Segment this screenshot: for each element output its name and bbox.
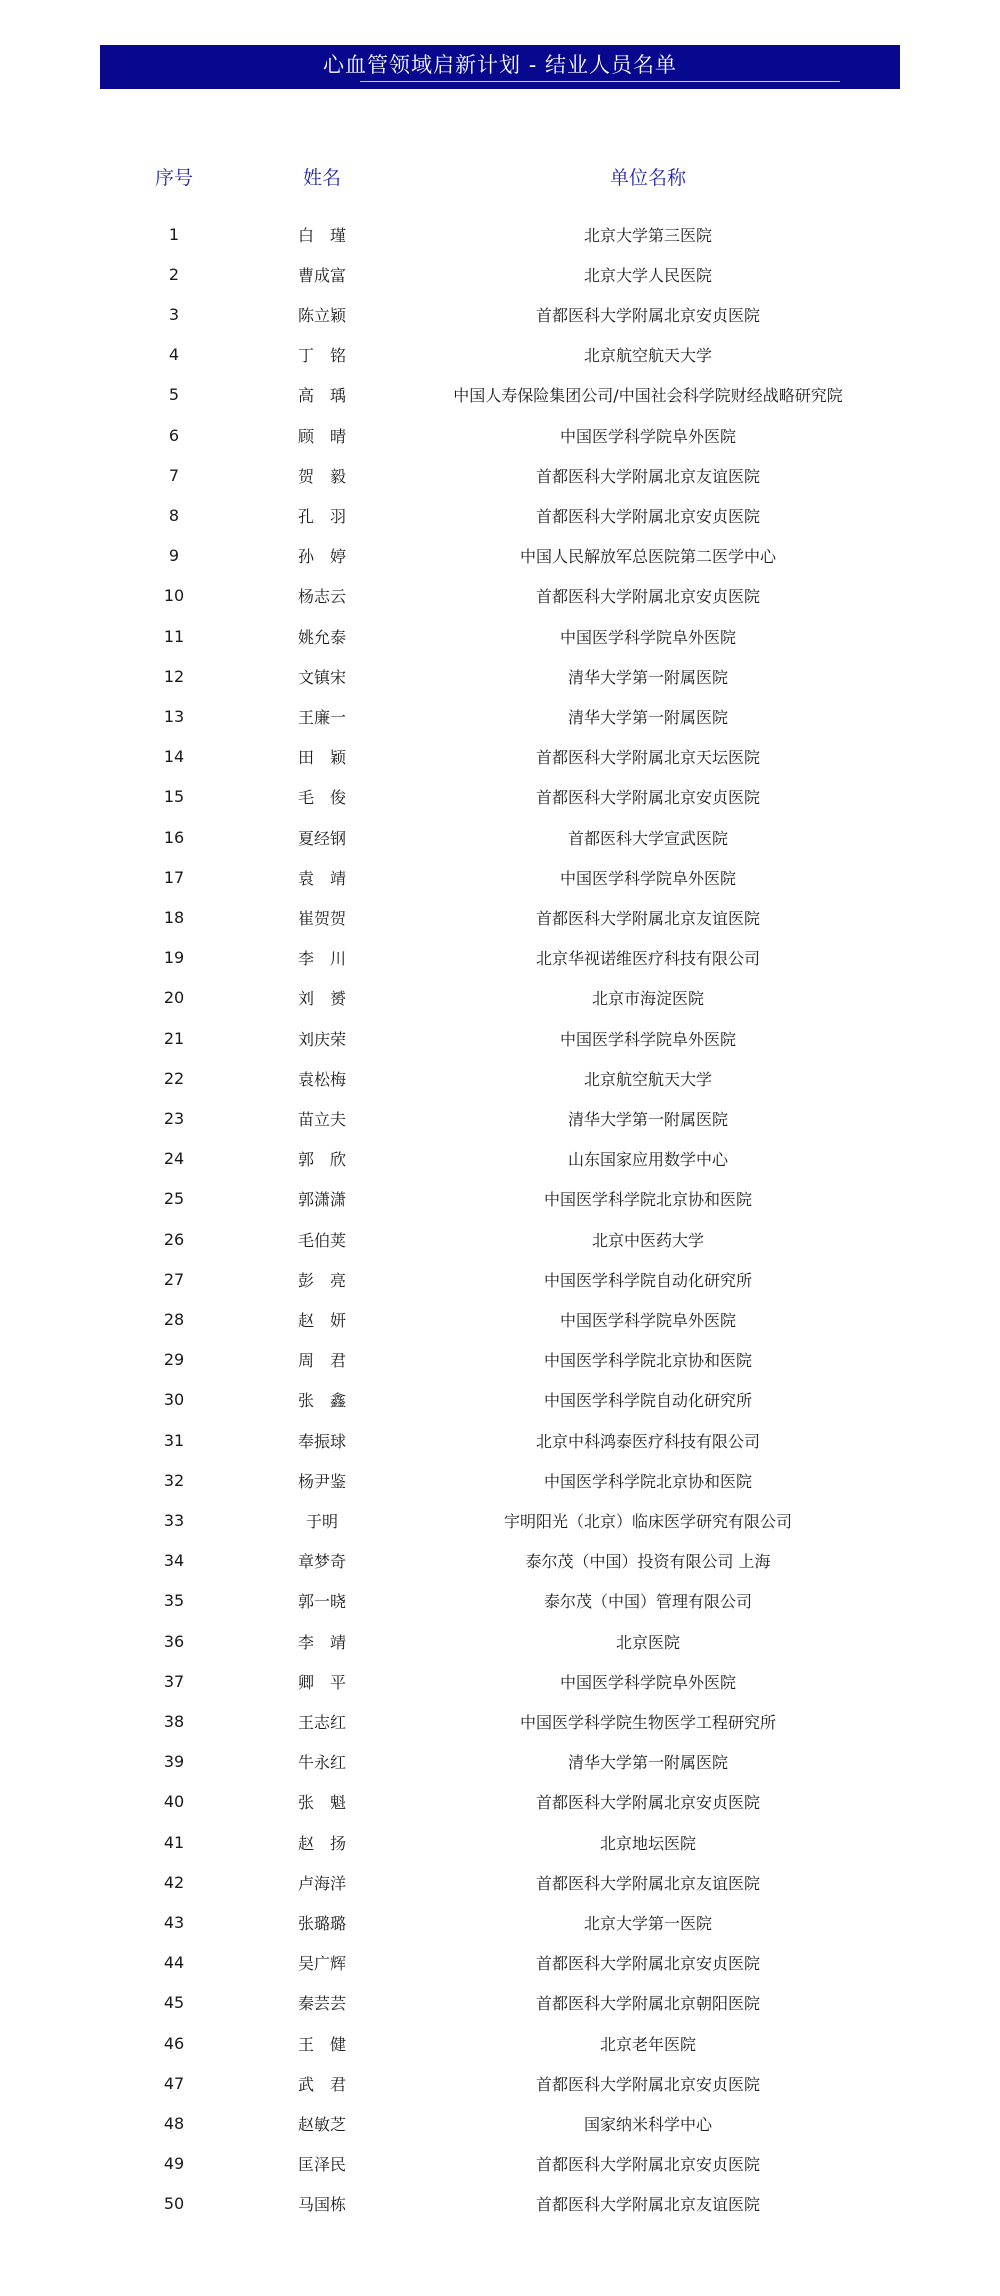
row-name: 高 瑀 bbox=[297, 386, 346, 406]
row-name: 刘庆荣 bbox=[297, 1029, 346, 1049]
row-unit: 中国人寿保险集团公司/中国社会科学院财经战略研究院 bbox=[453, 386, 843, 406]
row-number: 13 bbox=[163, 706, 185, 726]
table-row bbox=[100, 1219, 900, 1259]
row-number: 29 bbox=[163, 1350, 185, 1370]
row-name: 杨志云 bbox=[297, 587, 346, 607]
row-unit: 北京中医药大学 bbox=[591, 1230, 704, 1250]
row-number: 9 bbox=[168, 546, 180, 566]
table-row bbox=[100, 1782, 900, 1822]
table-row bbox=[100, 1380, 900, 1420]
table-row bbox=[100, 254, 900, 294]
row-name: 王志红 bbox=[297, 1712, 346, 1732]
row-unit: 中国医学科学院阜外医院 bbox=[559, 1672, 736, 1692]
row-name: 于明 bbox=[305, 1511, 338, 1531]
row-number: 34 bbox=[163, 1551, 185, 1571]
table-row bbox=[100, 1299, 900, 1339]
table-row bbox=[100, 897, 900, 937]
row-unit: 首都医科大学附属北京友谊医院 bbox=[535, 1873, 760, 1893]
table-row bbox=[100, 1742, 900, 1782]
row-number: 2 bbox=[168, 264, 180, 284]
row-name: 袁松梅 bbox=[297, 1069, 346, 1089]
row-number: 1 bbox=[168, 224, 180, 244]
row-unit: 北京市海淀医院 bbox=[591, 989, 704, 1009]
row-name: 郭潇潇 bbox=[297, 1190, 346, 1210]
table-row bbox=[100, 214, 900, 254]
row-number: 25 bbox=[163, 1189, 185, 1209]
row-unit: 中国医学科学院阜外医院 bbox=[559, 627, 736, 647]
row-number: 45 bbox=[163, 1993, 185, 2013]
table-header bbox=[100, 160, 900, 192]
row-name: 卿 平 bbox=[297, 1672, 346, 1692]
row-unit: 中国医学科学院生物医学工程研究所 bbox=[519, 1712, 776, 1732]
row-unit: 北京大学人民医院 bbox=[583, 265, 712, 285]
table-row bbox=[100, 938, 900, 978]
row-number: 8 bbox=[168, 505, 180, 525]
row-number: 24 bbox=[163, 1149, 185, 1169]
table-row bbox=[100, 1541, 900, 1581]
row-unit: 中国人民解放军总医院第二医学中心 bbox=[519, 547, 776, 567]
row-number: 26 bbox=[163, 1229, 185, 1249]
table-row bbox=[100, 1098, 900, 1138]
row-name: 田 颖 bbox=[297, 748, 346, 768]
row-unit: 宇明阳光（北京）临床医学研究有限公司 bbox=[503, 1511, 792, 1531]
row-unit: 首都医科大学附属北京安贞医院 bbox=[535, 1954, 760, 1974]
row-name: 郭一晓 bbox=[297, 1592, 346, 1612]
row-number: 16 bbox=[163, 827, 185, 847]
row-name: 李 川 bbox=[297, 949, 346, 969]
row-number: 5 bbox=[168, 385, 180, 405]
table-row bbox=[100, 777, 900, 817]
row-unit: 清华大学第一附属医院 bbox=[567, 1753, 728, 1773]
row-number: 30 bbox=[163, 1390, 185, 1410]
row-name: 丁 铭 bbox=[297, 346, 346, 366]
row-number: 37 bbox=[163, 1671, 185, 1691]
row-number: 33 bbox=[163, 1510, 185, 1530]
row-name: 白 瑾 bbox=[297, 225, 346, 245]
table-row bbox=[100, 737, 900, 777]
row-number: 23 bbox=[163, 1108, 185, 1128]
row-number: 19 bbox=[163, 948, 185, 968]
row-name: 孙 婷 bbox=[297, 547, 346, 567]
row-unit: 北京地坛医院 bbox=[599, 1833, 696, 1853]
row-number: 21 bbox=[163, 1028, 185, 1048]
table-row bbox=[100, 1621, 900, 1661]
table-row bbox=[100, 2023, 900, 2063]
column-header-number: 序号 bbox=[154, 166, 193, 189]
row-unit: 首都医科大学附属北京安贞医院 bbox=[535, 788, 760, 808]
row-unit: 首都医科大学附属北京安贞医院 bbox=[535, 305, 760, 325]
row-unit: 北京航空航天大学 bbox=[583, 346, 712, 366]
row-name: 贺 毅 bbox=[297, 466, 346, 486]
title-banner bbox=[100, 45, 900, 89]
row-unit: 泰尔茂（中国）管理有限公司 bbox=[543, 1592, 752, 1612]
table-row bbox=[100, 1661, 900, 1701]
table-row bbox=[100, 1420, 900, 1460]
row-number: 12 bbox=[163, 666, 185, 686]
row-name: 周 君 bbox=[297, 1351, 346, 1371]
row-unit: 中国医学科学院自动化研究所 bbox=[543, 1270, 752, 1290]
row-unit: 首都医科大学附属北京安贞医院 bbox=[535, 506, 760, 526]
row-name: 王 健 bbox=[297, 2034, 346, 2054]
row-name: 文镇宋 bbox=[297, 667, 346, 687]
row-number: 20 bbox=[163, 988, 185, 1008]
row-unit: 中国医学科学院北京协和医院 bbox=[543, 1190, 752, 1210]
row-number: 14 bbox=[163, 747, 185, 767]
row-unit: 中国医学科学院北京协和医院 bbox=[543, 1351, 752, 1371]
row-number: 4 bbox=[168, 345, 180, 365]
row-number: 50 bbox=[163, 2194, 185, 2214]
row-number: 7 bbox=[168, 465, 180, 485]
row-unit: 首都医科大学宣武医院 bbox=[567, 828, 728, 848]
row-unit: 清华大学第一附属医院 bbox=[567, 667, 728, 687]
row-unit: 北京老年医院 bbox=[599, 2034, 696, 2054]
row-unit: 首都医科大学附属北京安贞医院 bbox=[535, 1793, 760, 1813]
row-name: 孔 羽 bbox=[297, 506, 346, 526]
row-number: 48 bbox=[163, 2113, 185, 2133]
row-number: 27 bbox=[163, 1269, 185, 1289]
table-row bbox=[100, 495, 900, 535]
row-number: 28 bbox=[163, 1309, 185, 1329]
row-number: 31 bbox=[163, 1430, 185, 1450]
row-name: 陈立颖 bbox=[297, 305, 346, 325]
row-unit: 中国医学科学院阜外医院 bbox=[559, 868, 736, 888]
row-name: 张 魁 bbox=[297, 1793, 346, 1813]
row-name: 赵敏芝 bbox=[297, 2114, 346, 2134]
row-number: 41 bbox=[163, 1832, 185, 1852]
table-row bbox=[100, 576, 900, 616]
row-name: 李 靖 bbox=[297, 1632, 346, 1652]
row-unit: 首都医科大学附属北京友谊医院 bbox=[535, 908, 760, 928]
row-name: 赵 妍 bbox=[297, 1310, 346, 1330]
row-number: 32 bbox=[163, 1470, 185, 1490]
row-name: 王廉一 bbox=[297, 707, 346, 727]
table-row bbox=[100, 1018, 900, 1058]
row-name: 毛伯荚 bbox=[297, 1230, 346, 1250]
row-unit: 中国医学科学院自动化研究所 bbox=[543, 1391, 752, 1411]
table-row bbox=[100, 1822, 900, 1862]
column-header-name: 姓名 bbox=[302, 166, 341, 189]
row-number: 18 bbox=[163, 907, 185, 927]
table-row bbox=[100, 1179, 900, 1219]
row-number: 40 bbox=[163, 1792, 185, 1812]
table-row bbox=[100, 656, 900, 696]
table-row bbox=[100, 1943, 900, 1983]
table-row bbox=[100, 294, 900, 334]
row-name: 牛永红 bbox=[297, 1753, 346, 1773]
row-unit: 北京华视诺维医疗科技有限公司 bbox=[535, 949, 760, 969]
row-unit: 首都医科大学附属北京朝阳医院 bbox=[535, 1994, 760, 2014]
row-unit: 国家纳米科学中心 bbox=[583, 2114, 712, 2134]
row-unit: 中国医学科学院阜外医院 bbox=[559, 1029, 736, 1049]
row-number: 17 bbox=[163, 867, 185, 887]
row-unit: 首都医科大学附属北京友谊医院 bbox=[535, 2195, 760, 2215]
row-name: 杨尹鉴 bbox=[297, 1471, 346, 1491]
table-row bbox=[100, 1701, 900, 1741]
row-name: 章梦奇 bbox=[297, 1552, 346, 1572]
row-name: 武 君 bbox=[297, 2074, 346, 2094]
table-row bbox=[100, 857, 900, 897]
row-unit: 北京中科鸿泰医疗科技有限公司 bbox=[535, 1431, 760, 1451]
row-name: 匡泽民 bbox=[297, 2155, 346, 2175]
row-number: 10 bbox=[163, 586, 185, 606]
table-row bbox=[100, 1340, 900, 1380]
table-row bbox=[100, 1500, 900, 1540]
row-name: 吴广辉 bbox=[297, 1954, 346, 1974]
row-unit: 北京大学第一医院 bbox=[583, 1913, 712, 1933]
table-row bbox=[100, 1139, 900, 1179]
row-number: 35 bbox=[163, 1591, 185, 1611]
row-name: 秦芸芸 bbox=[297, 1994, 346, 2014]
row-number: 36 bbox=[163, 1631, 185, 1651]
row-unit: 清华大学第一附属医院 bbox=[567, 707, 728, 727]
row-name: 毛 俊 bbox=[297, 788, 346, 808]
row-unit: 北京医院 bbox=[615, 1632, 680, 1652]
row-unit: 首都医科大学附属北京安贞医院 bbox=[535, 2074, 760, 2094]
table-row bbox=[100, 978, 900, 1018]
title-underline bbox=[360, 81, 840, 82]
row-number: 38 bbox=[163, 1711, 185, 1731]
table-row bbox=[100, 1581, 900, 1621]
row-unit: 中国医学科学院阜外医院 bbox=[559, 1310, 736, 1330]
table-row bbox=[100, 1983, 900, 2023]
row-name: 袁 靖 bbox=[297, 868, 346, 888]
table-row bbox=[100, 817, 900, 857]
row-number: 47 bbox=[163, 2073, 185, 2093]
table-row bbox=[100, 1058, 900, 1098]
table-row bbox=[100, 335, 900, 375]
table-row bbox=[100, 536, 900, 576]
table-row bbox=[100, 455, 900, 495]
row-unit: 首都医科大学附属北京天坛医院 bbox=[535, 748, 760, 768]
row-unit: 泰尔茂（中国）投资有限公司 上海 bbox=[525, 1552, 771, 1572]
row-unit: 首都医科大学附属北京安贞医院 bbox=[535, 587, 760, 607]
table-row bbox=[100, 1862, 900, 1902]
row-name: 彭 亮 bbox=[297, 1270, 346, 1290]
table-row bbox=[100, 616, 900, 656]
table-row bbox=[100, 2063, 900, 2103]
row-name: 苗立夫 bbox=[297, 1109, 346, 1129]
row-name: 奉振球 bbox=[297, 1431, 346, 1451]
page-title: 心血管领域启新计划 - 结业人员名单 bbox=[323, 53, 677, 77]
row-name: 夏经钢 bbox=[297, 828, 346, 848]
row-number: 11 bbox=[163, 626, 185, 646]
table-row bbox=[100, 1259, 900, 1299]
row-number: 44 bbox=[163, 1953, 185, 1973]
table-row bbox=[100, 1902, 900, 1942]
row-name: 姚允泰 bbox=[297, 627, 346, 647]
row-number: 46 bbox=[163, 2033, 185, 2053]
row-name: 刘 赟 bbox=[297, 989, 346, 1009]
row-name: 卢海洋 bbox=[297, 1873, 346, 1893]
row-number: 49 bbox=[163, 2154, 185, 2174]
row-name: 曹成富 bbox=[297, 265, 346, 285]
row-unit: 北京大学第三医院 bbox=[583, 225, 712, 245]
table-row bbox=[100, 2184, 900, 2224]
row-unit: 首都医科大学附属北京友谊医院 bbox=[535, 466, 760, 486]
row-unit: 清华大学第一附属医院 bbox=[567, 1109, 728, 1129]
row-name: 崔贺贺 bbox=[297, 908, 346, 928]
table-row bbox=[100, 415, 900, 455]
row-name: 张 鑫 bbox=[297, 1391, 346, 1411]
row-name: 赵 扬 bbox=[297, 1833, 346, 1853]
row-name: 马国栋 bbox=[297, 2195, 346, 2215]
row-unit: 首都医科大学附属北京安贞医院 bbox=[535, 2155, 760, 2175]
row-name: 顾 晴 bbox=[297, 426, 346, 446]
row-unit: 北京航空航天大学 bbox=[583, 1069, 712, 1089]
row-number: 22 bbox=[163, 1068, 185, 1088]
row-number: 3 bbox=[168, 304, 180, 324]
row-name: 郭 欣 bbox=[297, 1150, 346, 1170]
row-unit: 中国医学科学院北京协和医院 bbox=[543, 1471, 752, 1491]
row-unit: 山东国家应用数学中心 bbox=[567, 1150, 728, 1170]
row-number: 15 bbox=[163, 787, 185, 807]
row-unit: 中国医学科学院阜外医院 bbox=[559, 426, 736, 446]
row-number: 42 bbox=[163, 1872, 185, 1892]
table-row bbox=[100, 375, 900, 415]
row-name: 张璐璐 bbox=[297, 1913, 346, 1933]
table-row bbox=[100, 1460, 900, 1500]
row-number: 39 bbox=[163, 1752, 185, 1772]
column-header-unit: 单位名称 bbox=[609, 166, 686, 189]
table-row bbox=[100, 696, 900, 736]
row-number: 6 bbox=[168, 425, 180, 445]
table-row bbox=[100, 2144, 900, 2184]
row-number: 43 bbox=[163, 1912, 185, 1932]
table-row bbox=[100, 2103, 900, 2143]
